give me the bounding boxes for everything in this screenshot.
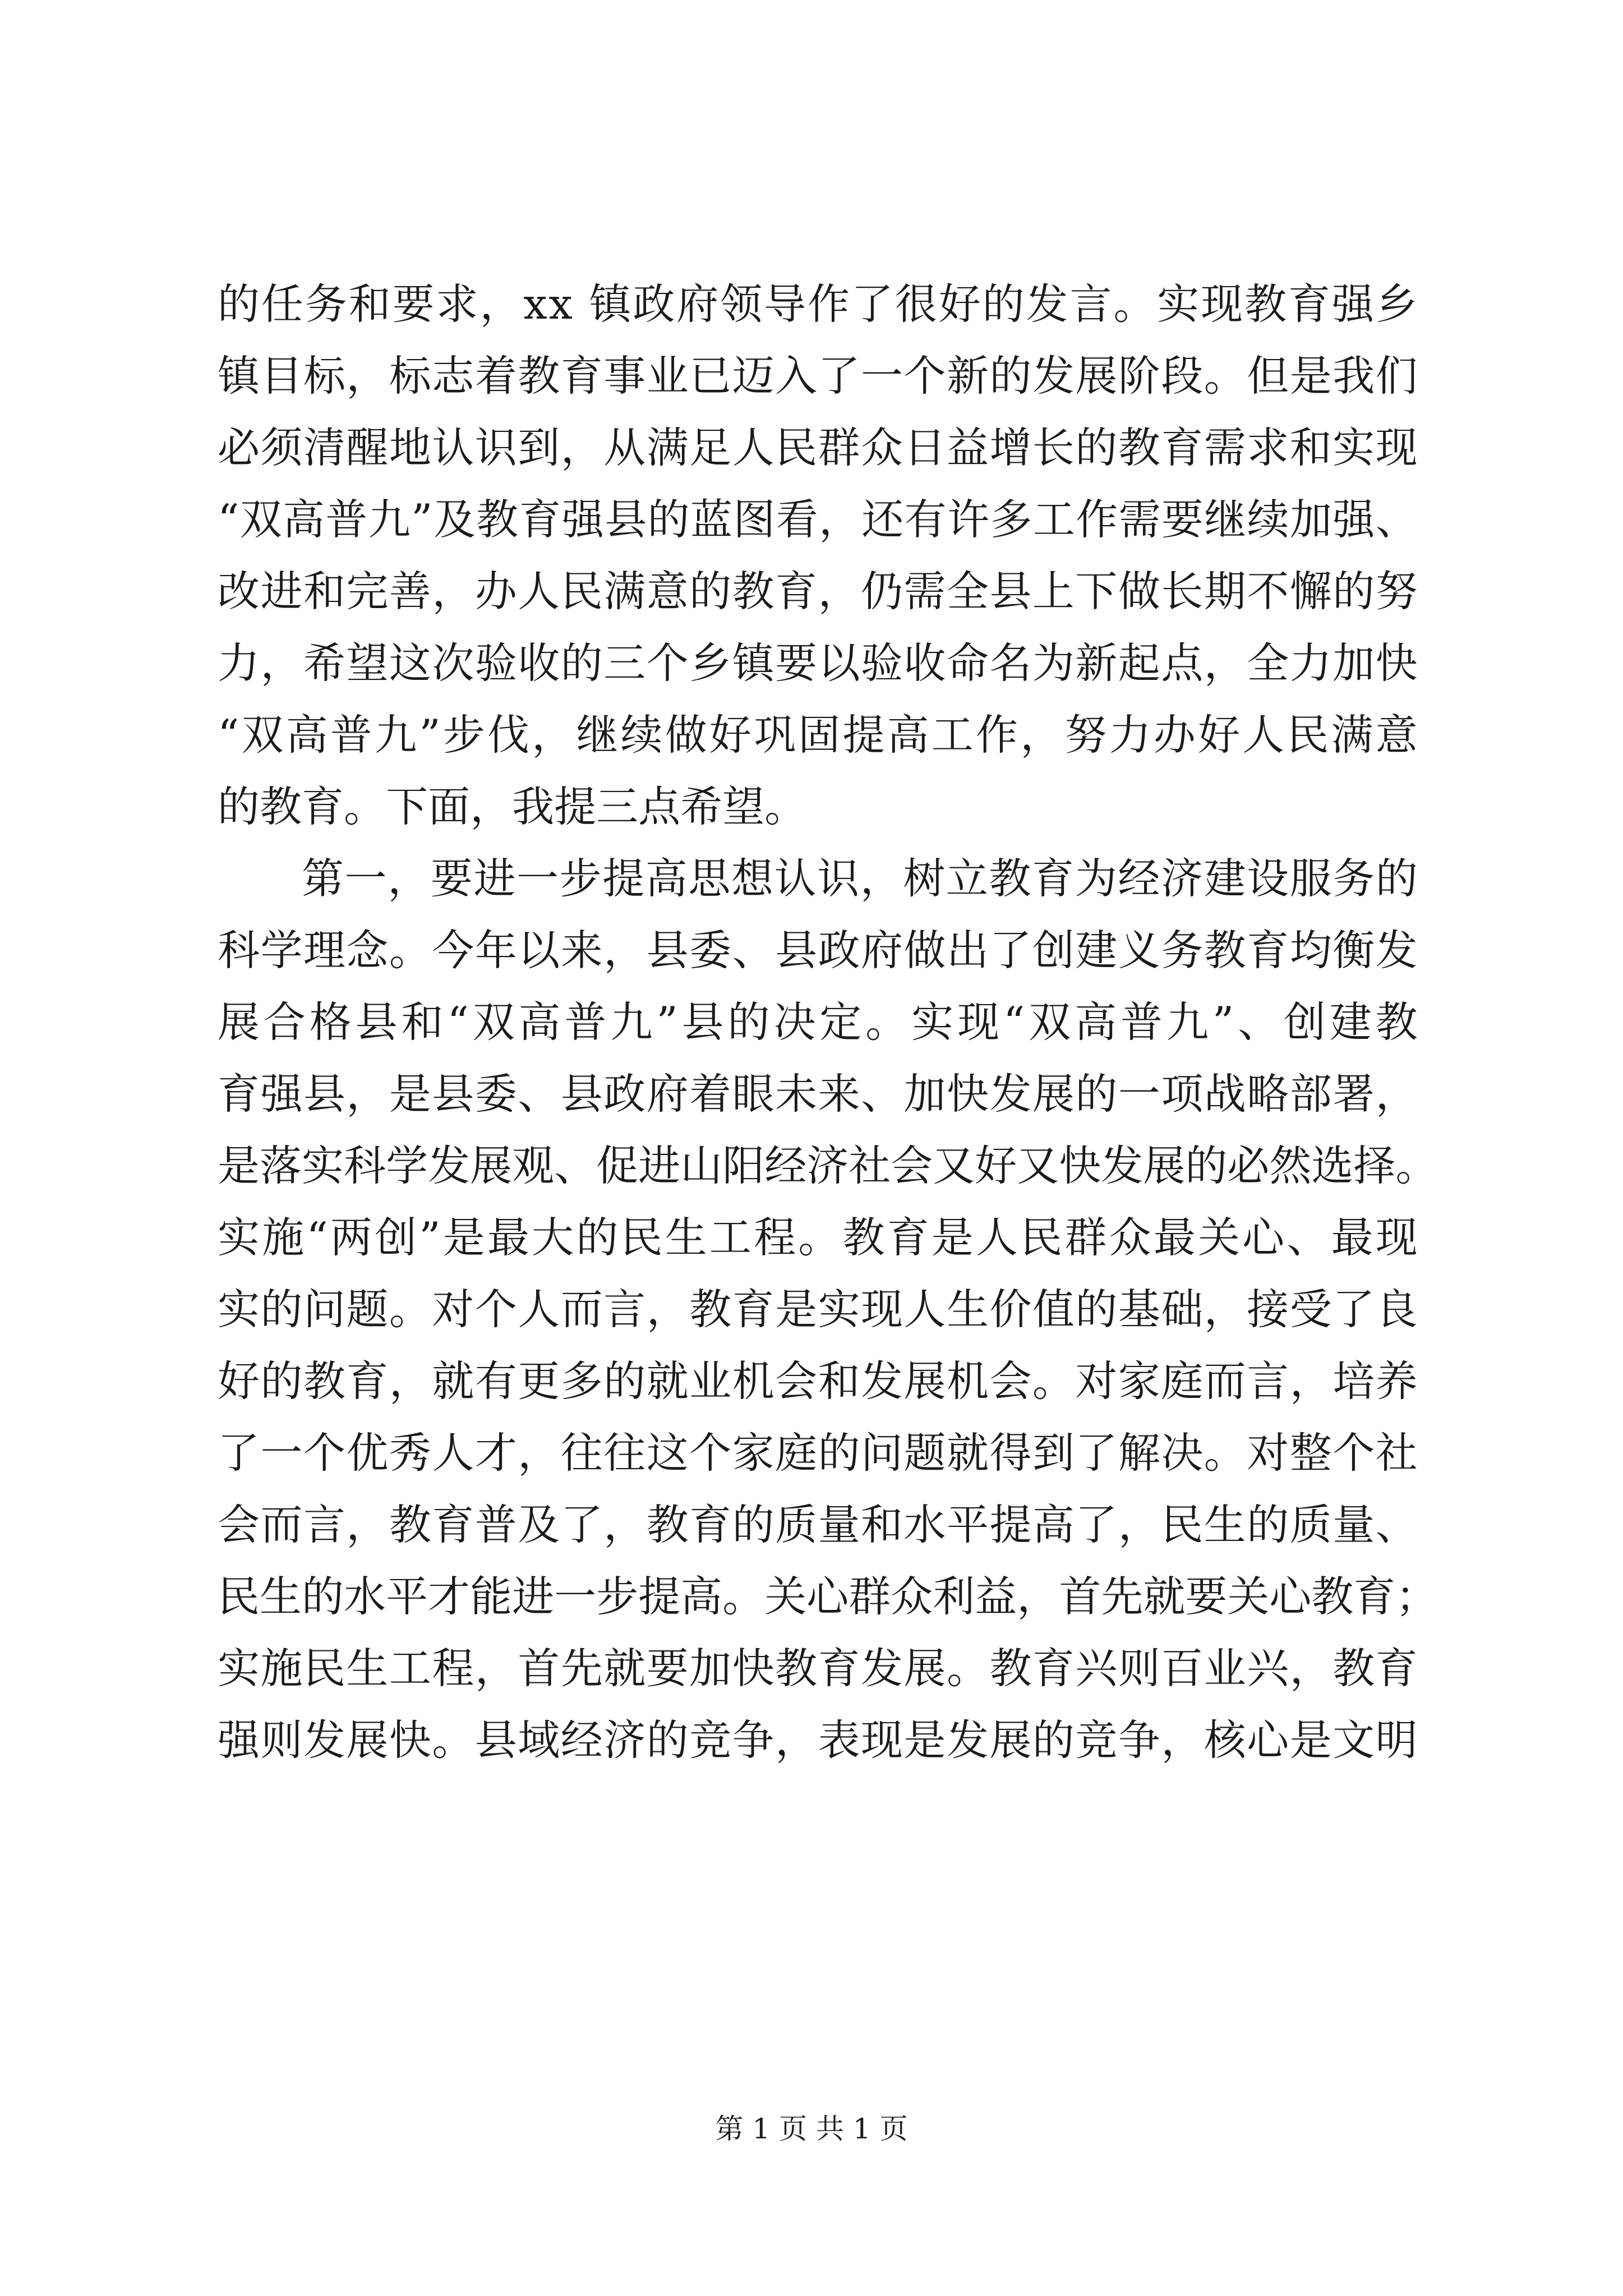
text-line: 实 施 “ 两 创 ” 是 最 大 的 民 生 工 程 。 教 育 是 人 民 群 众 最 关 心 、 最 现 xyxy=(218,1213,1418,1262)
text-line: “ 双 高 普 九 ” 及 教 育 强 县 的 蓝 图 看 ， 还 有 许 多 工 作 需 要 继 续 加 强 、 xyxy=(218,495,1418,544)
text-line: 科 学 理 念 。 今 年 以 来 ， 县 委 、 县 政 府 做 出 了 创 建 义 务 教 育 均 衡 发 xyxy=(218,926,1418,975)
text-line: 镇 目 标 ， 标 志 着 教 育 事 业 已 迈 入 了 一 个 新 的 发 展 阶 段 。 但 是 我 们 xyxy=(218,351,1418,401)
text-line: 第 一 ， 要 进 一 步 提 高 思 想 认 识 ， 树 立 教 育 为 经 济 建 设 服 务 的 xyxy=(302,854,1418,903)
text-line: 育 强 县 ， 是 县 委 、 县 政 府 着 眼 未 来 、 加 快 发 展 的 一 项 战 略 部 署 ， xyxy=(218,1069,1418,1119)
text-line: “ 双 高 普 九 ” 步 伐 ， 继 续 做 好 巩 固 提 高 工 作 ， 努 力 办 好 人 民 满 意 xyxy=(218,710,1418,760)
text-line: 是 落 实 科 学 发 展 观 、 促 进 山 阳 经 济 社 会 又 好 又 快 发 展 的 必 然 选 择 。 xyxy=(218,1141,1438,1190)
text-line: 的 教 育 。 下 面 ， 我 提 三 点 希 望 。 xyxy=(218,782,807,831)
text-line: 会 而 言 ， 教 育 普 及 了 ， 教 育 的 质 量 和 水 平 提 高 了 ， 民 生 的 质 量 、 xyxy=(218,1500,1418,1549)
text-line: 必 须 清 醒 地 认 识 到 ， 从 满 足 人 民 群 众 日 益 增 长 的 教 育 需 求 和 实 现 xyxy=(218,423,1418,472)
text-line: 好 的 教 育 ， 就 有 更 多 的 就 业 机 会 和 发 展 机 会 。 对 家 庭 而 言 ， 培 养 xyxy=(218,1356,1418,1406)
text-line: 的 任 务 和 要 求 ， x x 镇 政 府 领 导 作 了 很 好 的 发 言 。 实 现 教 育 强 乡 xyxy=(218,279,1418,329)
body-text xyxy=(218,268,1438,1776)
page-footer: 第 1 页 共 1 页 xyxy=(715,2113,908,2145)
text-line: 实 施 民 生 工 程 ， 首 先 就 要 加 快 教 育 发 展 。 教 育 兴 则 百 业 兴 ， 教 育 xyxy=(218,1644,1418,1693)
text-line: 实 的 问 题 。 对 个 人 而 言 ， 教 育 是 实 现 人 生 价 值 的 基 础 ， 接 受 了 良 xyxy=(218,1285,1418,1334)
text-line: 力 ， 希 望 这 次 验 收 的 三 个 乡 镇 要 以 验 收 命 名 为 新 起 点 ， 全 力 加 快 xyxy=(218,638,1418,688)
text-line: 民 生 的 水 平 才 能 进 一 步 提 高 。 关 心 群 众 利 益 ， 首 先 就 要 关 心 教 育 ； xyxy=(218,1572,1438,1621)
text-line: 强 则 发 展 快 。 县 域 经 济 的 竞 争 ， 表 现 是 发 展 的 竞 争 ， 核 心 是 文 明 xyxy=(218,1715,1418,1765)
text-line: 了 一 个 优 秀 人 才 ， 往 往 这 个 家 庭 的 问 题 就 得 到 了 解 决 。 对 整 个 社 xyxy=(218,1428,1418,1478)
text-line: 展 合 格 县 和 “ 双 高 普 九 ” 县 的 决 定 。 实 现 “ 双 高 普 九 ” 、 创 建 教 xyxy=(218,997,1418,1047)
text-line: 改 进 和 完 善 ， 办 人 民 满 意 的 教 育 ， 仍 需 全 县 上 下 做 长 期 不 懈 的 努 xyxy=(218,567,1418,616)
